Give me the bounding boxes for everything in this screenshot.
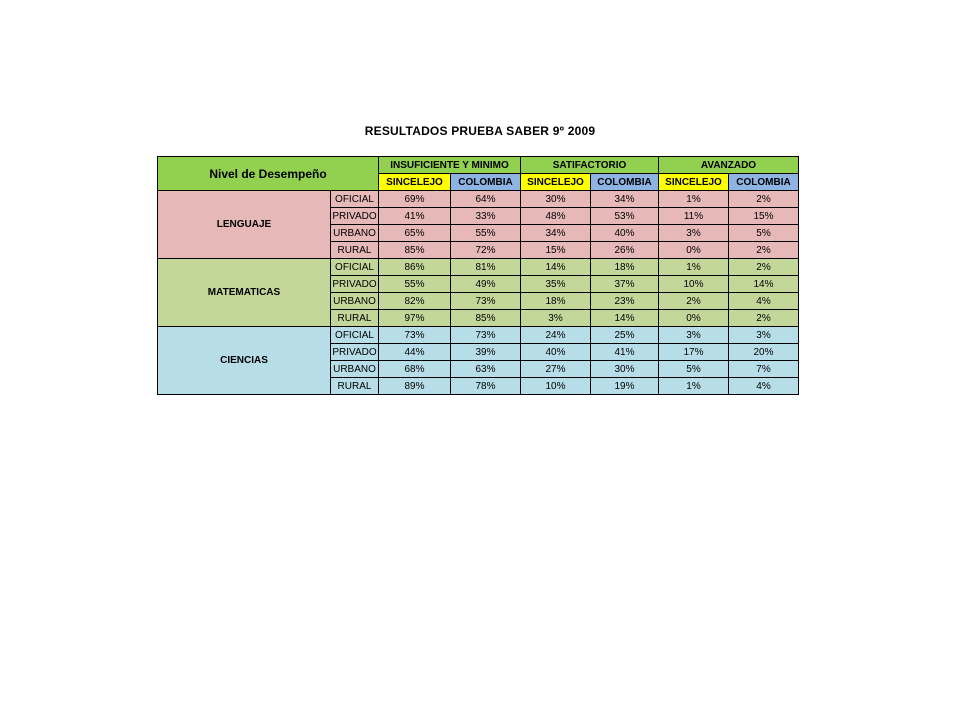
row-label: URBANO bbox=[331, 225, 379, 242]
region-header-colombia: COLOMBIA bbox=[729, 174, 799, 191]
value-cell: 85% bbox=[379, 242, 451, 259]
value-cell: 14% bbox=[591, 310, 659, 327]
value-cell: 73% bbox=[451, 293, 521, 310]
value-cell: 10% bbox=[659, 276, 729, 293]
row-label: PRIVADO bbox=[331, 208, 379, 225]
row-label: OFICIAL bbox=[331, 327, 379, 344]
value-cell: 37% bbox=[591, 276, 659, 293]
value-cell: 19% bbox=[591, 378, 659, 395]
row-label: PRIVADO bbox=[331, 276, 379, 293]
value-cell: 48% bbox=[521, 208, 591, 225]
value-cell: 64% bbox=[451, 191, 521, 208]
group-header-satisfactorio: SATIFACTORIO bbox=[521, 157, 659, 174]
table-row bbox=[158, 259, 799, 276]
value-cell: 14% bbox=[729, 276, 799, 293]
value-cell: 18% bbox=[521, 293, 591, 310]
region-header-colombia: COLOMBIA bbox=[451, 174, 521, 191]
value-cell: 17% bbox=[659, 344, 729, 361]
value-cell: 5% bbox=[729, 225, 799, 242]
results-table bbox=[157, 156, 799, 395]
value-cell: 15% bbox=[729, 208, 799, 225]
value-cell: 73% bbox=[451, 327, 521, 344]
value-cell: 23% bbox=[591, 293, 659, 310]
value-cell: 44% bbox=[379, 344, 451, 361]
value-cell: 41% bbox=[379, 208, 451, 225]
value-cell: 30% bbox=[591, 361, 659, 378]
value-cell: 1% bbox=[659, 259, 729, 276]
value-cell: 86% bbox=[379, 259, 451, 276]
value-cell: 27% bbox=[521, 361, 591, 378]
value-cell: 4% bbox=[729, 378, 799, 395]
region-header-sincelejo: SINCELEJO bbox=[379, 174, 451, 191]
value-cell: 0% bbox=[659, 310, 729, 327]
value-cell: 2% bbox=[729, 242, 799, 259]
value-cell: 30% bbox=[521, 191, 591, 208]
value-cell: 2% bbox=[729, 259, 799, 276]
nivel-header: Nivel de Desempeño bbox=[158, 157, 379, 191]
value-cell: 89% bbox=[379, 378, 451, 395]
subject-label: LENGUAJE bbox=[158, 191, 331, 259]
value-cell: 39% bbox=[451, 344, 521, 361]
value-cell: 55% bbox=[379, 276, 451, 293]
table-row bbox=[158, 191, 799, 208]
subject-label: MATEMATICAS bbox=[158, 259, 331, 327]
row-label: OFICIAL bbox=[331, 259, 379, 276]
value-cell: 25% bbox=[591, 327, 659, 344]
row-label: RURAL bbox=[331, 378, 379, 395]
value-cell: 78% bbox=[451, 378, 521, 395]
value-cell: 2% bbox=[659, 293, 729, 310]
value-cell: 40% bbox=[591, 225, 659, 242]
page-title: RESULTADOS PRUEBA SABER 9º 2009 bbox=[364, 124, 596, 138]
value-cell: 33% bbox=[451, 208, 521, 225]
region-header-sincelejo: SINCELEJO bbox=[521, 174, 591, 191]
value-cell: 24% bbox=[521, 327, 591, 344]
value-cell: 3% bbox=[729, 327, 799, 344]
value-cell: 53% bbox=[591, 208, 659, 225]
value-cell: 7% bbox=[729, 361, 799, 378]
row-label: URBANO bbox=[331, 361, 379, 378]
value-cell: 15% bbox=[521, 242, 591, 259]
value-cell: 10% bbox=[521, 378, 591, 395]
group-header-avanzado: AVANZADO bbox=[659, 157, 799, 174]
value-cell: 18% bbox=[591, 259, 659, 276]
value-cell: 82% bbox=[379, 293, 451, 310]
row-label: RURAL bbox=[331, 310, 379, 327]
group-header-insuficiente: INSUFICIENTE Y MINIMO bbox=[379, 157, 521, 174]
value-cell: 69% bbox=[379, 191, 451, 208]
value-cell: 14% bbox=[521, 259, 591, 276]
value-cell: 20% bbox=[729, 344, 799, 361]
value-cell: 11% bbox=[659, 208, 729, 225]
value-cell: 55% bbox=[451, 225, 521, 242]
value-cell: 68% bbox=[379, 361, 451, 378]
value-cell: 72% bbox=[451, 242, 521, 259]
value-cell: 49% bbox=[451, 276, 521, 293]
value-cell: 34% bbox=[521, 225, 591, 242]
value-cell: 26% bbox=[591, 242, 659, 259]
region-header-sincelejo: SINCELEJO bbox=[659, 174, 729, 191]
value-cell: 65% bbox=[379, 225, 451, 242]
value-cell: 34% bbox=[591, 191, 659, 208]
value-cell: 35% bbox=[521, 276, 591, 293]
value-cell: 3% bbox=[659, 327, 729, 344]
value-cell: 5% bbox=[659, 361, 729, 378]
row-label: PRIVADO bbox=[331, 344, 379, 361]
value-cell: 4% bbox=[729, 293, 799, 310]
value-cell: 81% bbox=[451, 259, 521, 276]
value-cell: 41% bbox=[591, 344, 659, 361]
row-label: URBANO bbox=[331, 293, 379, 310]
value-cell: 3% bbox=[521, 310, 591, 327]
value-cell: 1% bbox=[659, 191, 729, 208]
value-cell: 2% bbox=[729, 191, 799, 208]
subject-label: CIENCIAS bbox=[158, 327, 331, 395]
region-header-colombia: COLOMBIA bbox=[591, 174, 659, 191]
value-cell: 40% bbox=[521, 344, 591, 361]
value-cell: 97% bbox=[379, 310, 451, 327]
value-cell: 63% bbox=[451, 361, 521, 378]
value-cell: 2% bbox=[729, 310, 799, 327]
row-label: RURAL bbox=[331, 242, 379, 259]
value-cell: 3% bbox=[659, 225, 729, 242]
value-cell: 85% bbox=[451, 310, 521, 327]
value-cell: 0% bbox=[659, 242, 729, 259]
table-row bbox=[158, 327, 799, 344]
header-row-groups bbox=[158, 157, 799, 174]
row-label: OFICIAL bbox=[331, 191, 379, 208]
value-cell: 73% bbox=[379, 327, 451, 344]
value-cell: 1% bbox=[659, 378, 729, 395]
